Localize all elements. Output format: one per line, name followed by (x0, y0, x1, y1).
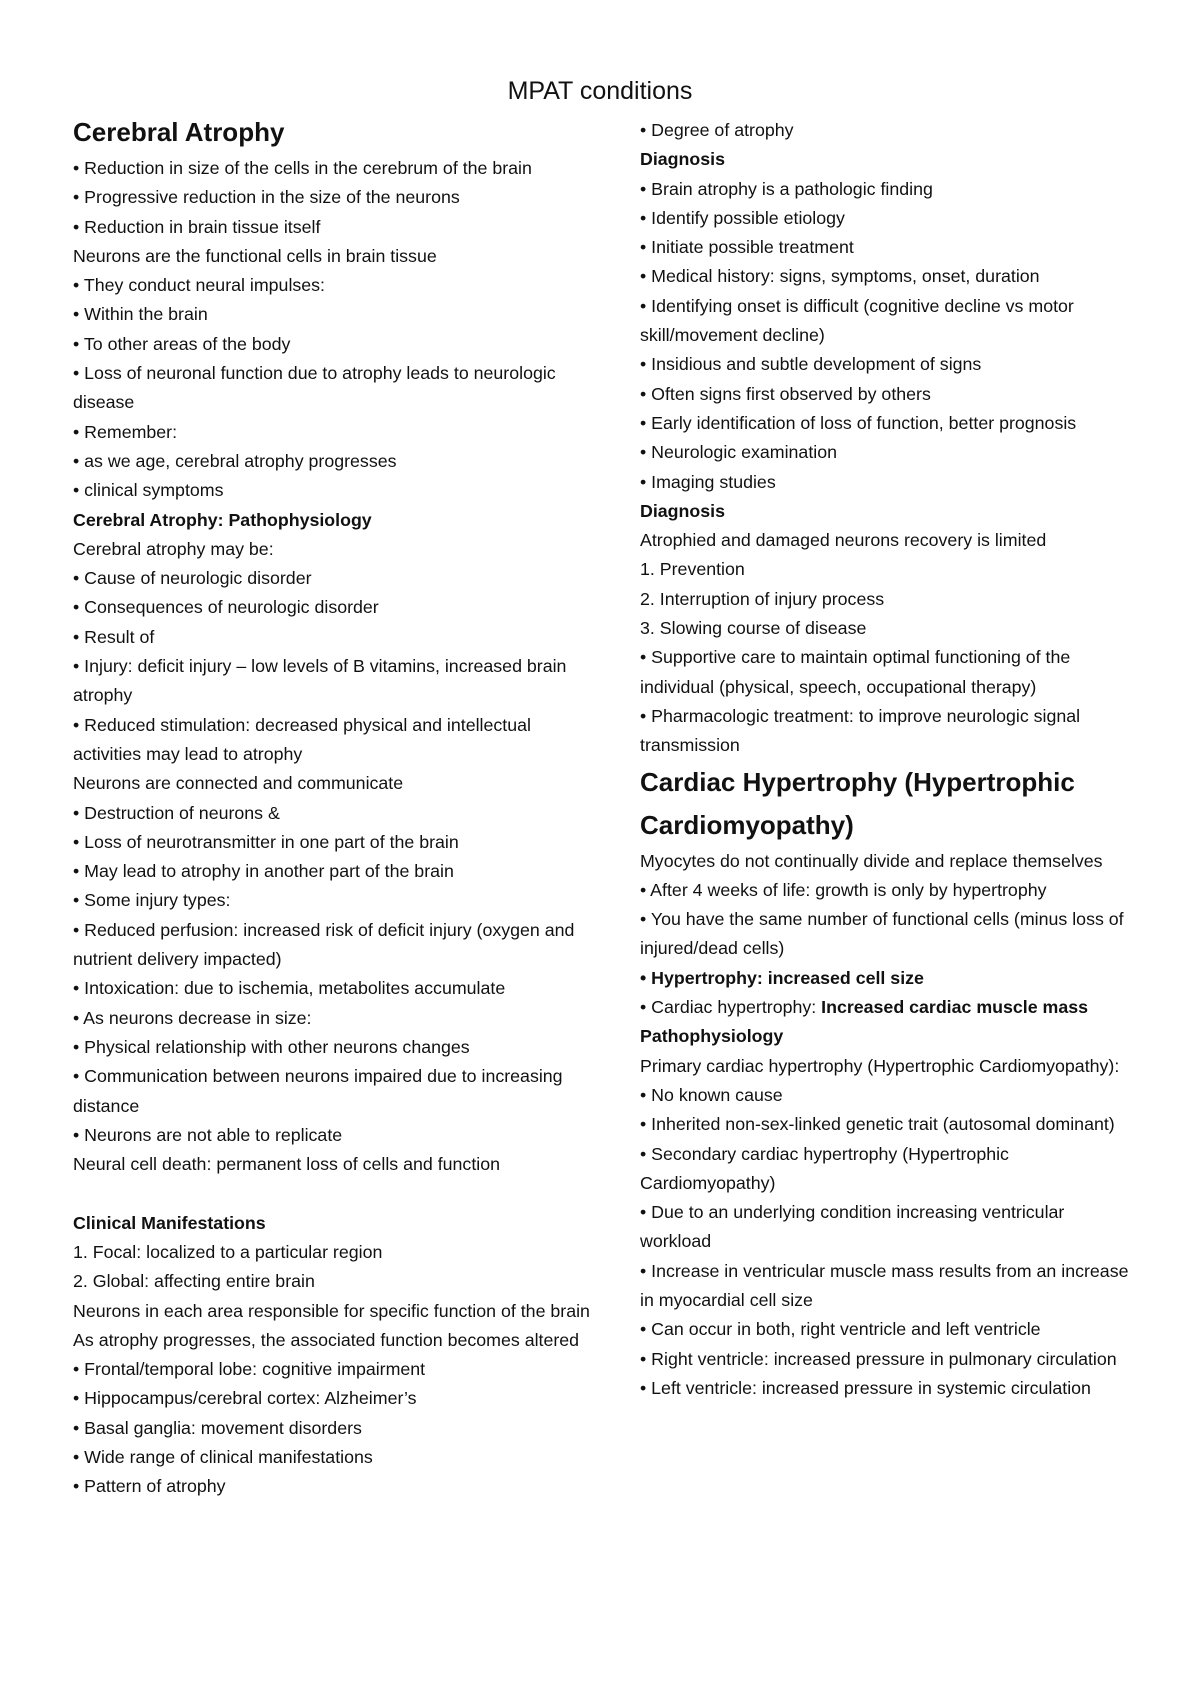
text-line: • To other areas of the body (73, 333, 291, 354)
text-line: • Result of (73, 626, 155, 647)
page-title: MPAT conditions (507, 77, 693, 105)
text-line: • Destruction of neurons & (73, 802, 280, 823)
text-line: • Left ventricle: increased pressure in systemic circulation (640, 1377, 1091, 1398)
text-line: Neural cell death: permanent loss of cells and function (73, 1154, 500, 1175)
text-line: • Cause of neurologic disorder (73, 568, 312, 589)
text-line: • Often signs first observed by others (640, 383, 931, 404)
text-line: • Secondary cardiac hypertrophy (Hypertrophic Cardiomyopathy) (640, 1143, 1009, 1193)
text-line: • Initiate possible treatment (640, 237, 854, 258)
text-line: Atrophied and damaged neurons recovery is limited (640, 530, 1047, 551)
subheading: • Hypertrophy: increased cell size (640, 967, 924, 988)
text-line: • May lead to atrophy in another part of the brain (73, 861, 454, 882)
text-line: • Increase in ventricular muscle mass results from an increase in myocardial cell size (640, 1260, 1129, 1310)
text-line: Neurons in each area responsible for specific function of the brain (73, 1300, 590, 1321)
text-line: • Reduced stimulation: decreased physical and intellectual activities may lead to atrophy (73, 714, 531, 764)
subheading: Clinical Manifestations (73, 1212, 266, 1233)
text-line: workload (640, 1231, 712, 1252)
text-line: • Brain atrophy is a pathologic finding (640, 178, 933, 199)
text-line: • No known cause (640, 1084, 783, 1105)
text-line: • Basal ganglia: movement disorders (73, 1417, 362, 1438)
text-line: • Imaging studies (640, 471, 776, 492)
text-line: 2. Global: affecting entire brain (73, 1271, 315, 1292)
text-line: • Consequences of neurologic disorder (73, 597, 379, 618)
text-line: • Inherited non-sex-linked genetic trait (autosomal dominant) (640, 1114, 1115, 1135)
text-line: • Physical relationship with other neurons changes (73, 1036, 470, 1057)
text-line: 1. Prevention (640, 559, 745, 580)
text-line: • Intoxication: due to ischemia, metabolites accumulate (73, 978, 506, 999)
text-line: Neurons are connected and communicate (73, 773, 404, 794)
text-line: • After 4 weeks of life: growth is only by hypertrophy (640, 879, 1047, 900)
text-line (640, 993, 1145, 1022)
text-line: • Medical history: signs, symptoms, onset, duration (640, 266, 1040, 287)
text-line: • Reduced perfusion: increased risk of deficit injury (oxygen and nutrient delivery impacted) (73, 919, 575, 970)
text-line: • As neurons decrease in size: (73, 1007, 312, 1028)
text-line: Neurons are the functional cells in brain tissue (73, 245, 437, 266)
text-line: • Early identification of loss of function, better prognosis (640, 412, 1077, 433)
text-segment: • Cardiac hypertrophy: (640, 997, 822, 1018)
text-line: • Pharmacologic treatment: to improve neurologic signal transmission (640, 705, 1081, 756)
text-line: 1. Focal: localized to a particular region (73, 1241, 383, 1262)
text-line: • Identifying onset is difficult (cognitive decline vs motor skill/movement decline) (640, 295, 1074, 346)
text-line: • Frontal/temporal lobe: cognitive impairment (73, 1359, 426, 1380)
text-line: • They conduct neural impulses: (73, 275, 326, 296)
text-line: • Neurons are not able to replicate (73, 1124, 343, 1145)
subheading: Diagnosis (640, 149, 725, 170)
text-line: • Wide range of clinical manifestations (73, 1447, 373, 1468)
text-line: Myocytes do not continually divide and replace themselves (640, 850, 1103, 871)
section-heading: Cardiac Hypertrophy (Hypertrophic Cardiomyopathy) (640, 766, 1075, 840)
subheading: Cerebral Atrophy: Pathophysiology (73, 509, 372, 530)
text-line: • Within the brain (73, 304, 208, 325)
text-line: • as we age, cerebral atrophy progresses (73, 450, 397, 471)
text-line: • You have the same number of functional cells (minus loss of injured/dead cells) (640, 909, 1124, 959)
left-column (73, 110, 593, 1502)
text-line: • clinical symptoms (73, 480, 224, 501)
text-line: • Reduction in brain tissue itself (73, 216, 321, 237)
text-line: As atrophy progresses, the associated function becomes altered (73, 1329, 580, 1350)
text-line: • Communication between neurons impaired due to increasing distance (73, 1066, 563, 1116)
text-line: • Degree of atrophy (640, 120, 794, 140)
bold-segment: Increased cardiac muscle mass (821, 997, 1089, 1018)
text-line: • Right ventricle: increased pressure in pulmonary circulation (640, 1348, 1117, 1369)
text-line: • Identify possible etiology (640, 207, 845, 228)
text-line: 2. Interruption of injury process (640, 588, 885, 609)
text-line: • Progressive reduction in the size of the neurons (73, 187, 460, 208)
text-line: • Remember: (73, 421, 178, 442)
text-line: 3. Slowing course of disease (640, 618, 867, 639)
right-column (640, 116, 1145, 1403)
text-line: Cerebral atrophy may be: (73, 538, 274, 559)
text-line: • Loss of neuronal function due to atrophy leads to neurologic disease (73, 363, 556, 413)
text-line: • Due to an underlying condition increasing ventricular (640, 1202, 1065, 1223)
text-line: • Supportive care to maintain optimal functioning of the individual (physical, speech, occupational therapy) (640, 647, 1071, 697)
text-line: • Insidious and subtle development of signs (640, 354, 982, 375)
section-heading: Cerebral Atrophy (73, 117, 285, 147)
text-line: • Pattern of atrophy (73, 1476, 226, 1497)
text-line: • Can occur in both, right ventricle and left ventricle (640, 1319, 1041, 1340)
text-line: Primary cardiac hypertrophy (Hypertrophic Cardiomyopathy): (640, 1055, 1120, 1076)
text-line: • Hippocampus/cerebral cortex: Alzheimer’s (73, 1388, 417, 1409)
text-line: • Injury: deficit injury – low levels of B vitamins, increased brain atrophy (73, 656, 567, 706)
text-line: • Reduction in size of the cells in the cerebrum of the brain (73, 158, 532, 178)
text-line: • Loss of neurotransmitter in one part of the brain (73, 831, 459, 852)
subheading: Diagnosis (640, 500, 725, 521)
subheading: Pathophysiology (640, 1026, 784, 1047)
blank-line (73, 1179, 593, 1208)
text-line: • Some injury types: (73, 890, 231, 911)
text-line: • Neurologic examination (640, 442, 837, 463)
